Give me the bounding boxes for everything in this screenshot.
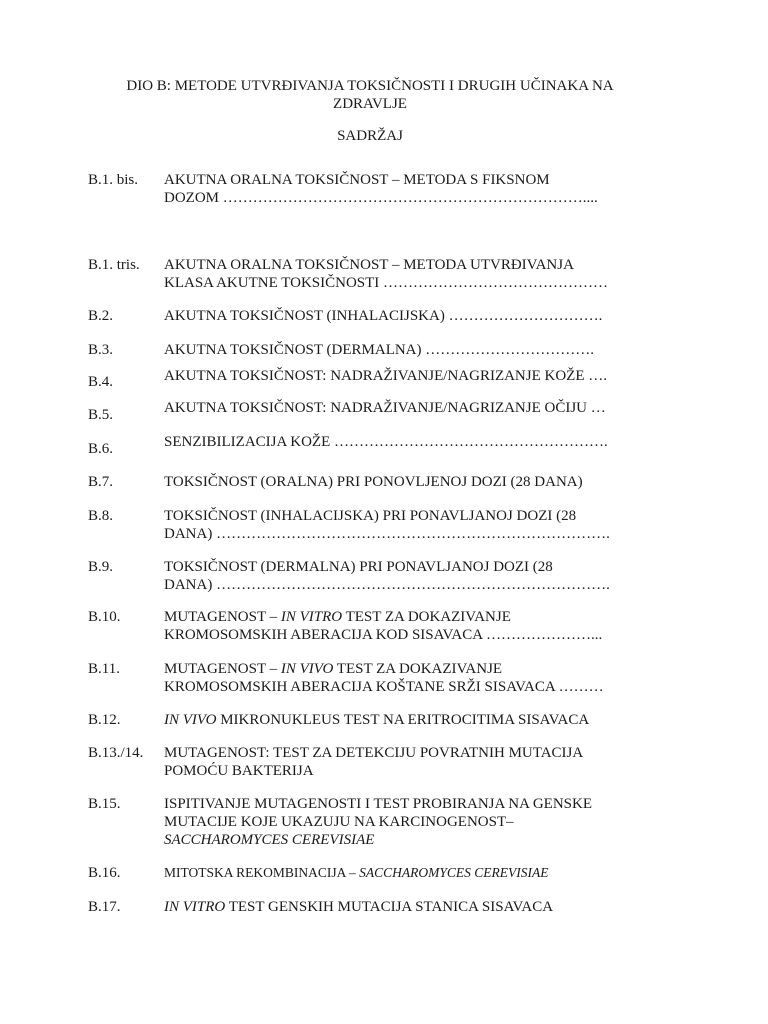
entry-text: MITOTSKA REKOMBINACIJA – <box>164 865 360 880</box>
entry-title-line: TOKSIČNOST (DERMALNA) PRI PONAVLJANOJ DOZI (28 <box>164 559 553 575</box>
entry-title-line: AKUTNA ORALNA TOKSIČNOST – METODA UTVRĐIVANJA <box>164 257 574 273</box>
entry-italic-text: SACCHAROMYCES CEREVISIAE <box>359 865 549 880</box>
entry-code: B.11. <box>88 661 120 677</box>
entry-title-line: AKUTNA ORALNA TOKSIČNOST – METODA S FIKSNOM <box>164 172 550 188</box>
document-title <box>120 77 620 113</box>
entry-title <box>164 711 634 729</box>
entry-title <box>164 171 634 207</box>
entry-title-line: DOZOM ……………………………………………………………….... <box>164 190 598 206</box>
entry-code: B.5. <box>88 407 114 423</box>
entry-title <box>164 744 634 780</box>
entry-title <box>164 558 634 594</box>
entry-title-line: MUTACIJE KOJE UKAZUJU NA KARCINOGENOST– <box>164 814 514 830</box>
entry-text: TEST ZA DOKAZIVANJE <box>333 661 503 677</box>
entry-code: B.10. <box>88 609 121 625</box>
entry-title: AKUTNA TOKSIČNOST: NADRAŽIVANJE/NAGRIZANJE KOŽE …. <box>164 368 608 384</box>
entry-title-line <box>164 608 634 626</box>
entry-title-line: KROMOSOMSKIH ABERACIJA KOŠTANE SRŽI SISAVACA ……… <box>164 679 604 695</box>
entry-title-line: DANA) ……………………………………………………………………. <box>164 526 610 542</box>
entry-title-line: ISPITIVANJE MUTAGENOSTI I TEST PROBIRANJA NA GENSKE <box>164 796 592 812</box>
contents-heading: SADRŽAJ <box>337 128 403 144</box>
entry-code: B.13./14. <box>88 745 144 761</box>
entry-title: AKUTNA TOKSIČNOST (INHALACIJSKA) …………………………. <box>164 308 603 324</box>
entry-title <box>164 256 634 292</box>
entry-title-line: DANA) ……………………………………………………………………. <box>164 577 610 593</box>
entry-italic-text: IN VITRO <box>164 899 226 915</box>
entry-text: TEST ZA DOKAZIVANJE <box>342 609 511 625</box>
title-line-1: DIO B: METODE UTVRĐIVANJA TOKSIČNOSTI I DRUGIH UČINAKA NA <box>126 78 614 94</box>
entry-italic-text: IN VIVO <box>280 661 334 677</box>
entry-title: SENZIBILIZACIJA KOŽE ………………………………………………. <box>164 434 608 450</box>
entry-code: B.17. <box>88 899 121 915</box>
entry-text: MIKRONUKLEUS TEST NA ERITROCITIMA SISAVACA <box>216 712 590 728</box>
entry-title: AKUTNA TOKSIČNOST (DERMALNA) ……………………………. <box>164 342 595 358</box>
entry-title <box>164 608 634 644</box>
entry-title-line: POMOĆU BAKTERIJA <box>164 763 314 779</box>
entry-code: B.8. <box>88 508 114 524</box>
entry-title: TOKSIČNOST (ORALNA) PRI PONOVLJENOJ DOZI (28 DANA) <box>164 474 583 490</box>
entry-title-line <box>164 831 634 849</box>
entry-code: B.9. <box>88 559 114 575</box>
entry-code: B.4. <box>88 374 114 390</box>
entry-code: B.16. <box>88 865 121 881</box>
entry-title-line: TOKSIČNOST (INHALACIJSKA) PRI PONAVLJANOJ DOZI (28 <box>164 508 577 524</box>
entry-title <box>164 795 634 849</box>
entry-code: B.1. bis. <box>88 172 139 188</box>
entry-italic-text: SACCHAROMYCES CEREVISIAE <box>164 832 375 848</box>
entry-title <box>164 864 634 882</box>
entry-title <box>164 898 634 916</box>
entry-code: B.1. tris. <box>88 257 140 273</box>
entry-code: B.7. <box>88 474 114 490</box>
entry-italic-text: IN VIVO <box>164 712 217 728</box>
entry-title-line: KLASA AKUTNE TOKSIČNOSTI ……………………………………… <box>164 275 609 291</box>
entry-text: TEST GENSKIH MUTACIJA STANICA SISAVACA <box>225 899 554 915</box>
entry-italic-text: IN VITRO <box>280 609 343 625</box>
entry-code: B.15. <box>88 796 121 812</box>
entry-title <box>164 660 634 696</box>
title-line-2: ZDRAVLJE <box>333 96 407 112</box>
entry-text: MUTAGENOST – <box>164 609 281 625</box>
entry-title-line: MUTAGENOST: TEST ZA DETEKCIJU POVRATNIH MUTACIJA <box>164 745 584 761</box>
entry-code: B.3. <box>88 342 114 358</box>
entry-title-line: KROMOSOMSKIH ABERACIJA KOD SISAVACA …………………... <box>164 627 603 643</box>
entry-text: MUTAGENOST – <box>164 661 281 677</box>
entry-title-line <box>164 660 634 678</box>
entry-title <box>164 507 634 543</box>
entry-title: AKUTNA TOKSIČNOST: NADRAŽIVANJE/NAGRIZANJE OČIJU … <box>164 400 606 416</box>
entry-code: B.2. <box>88 308 114 324</box>
entry-code: B.6. <box>88 441 114 457</box>
entry-code: B.12. <box>88 712 121 728</box>
